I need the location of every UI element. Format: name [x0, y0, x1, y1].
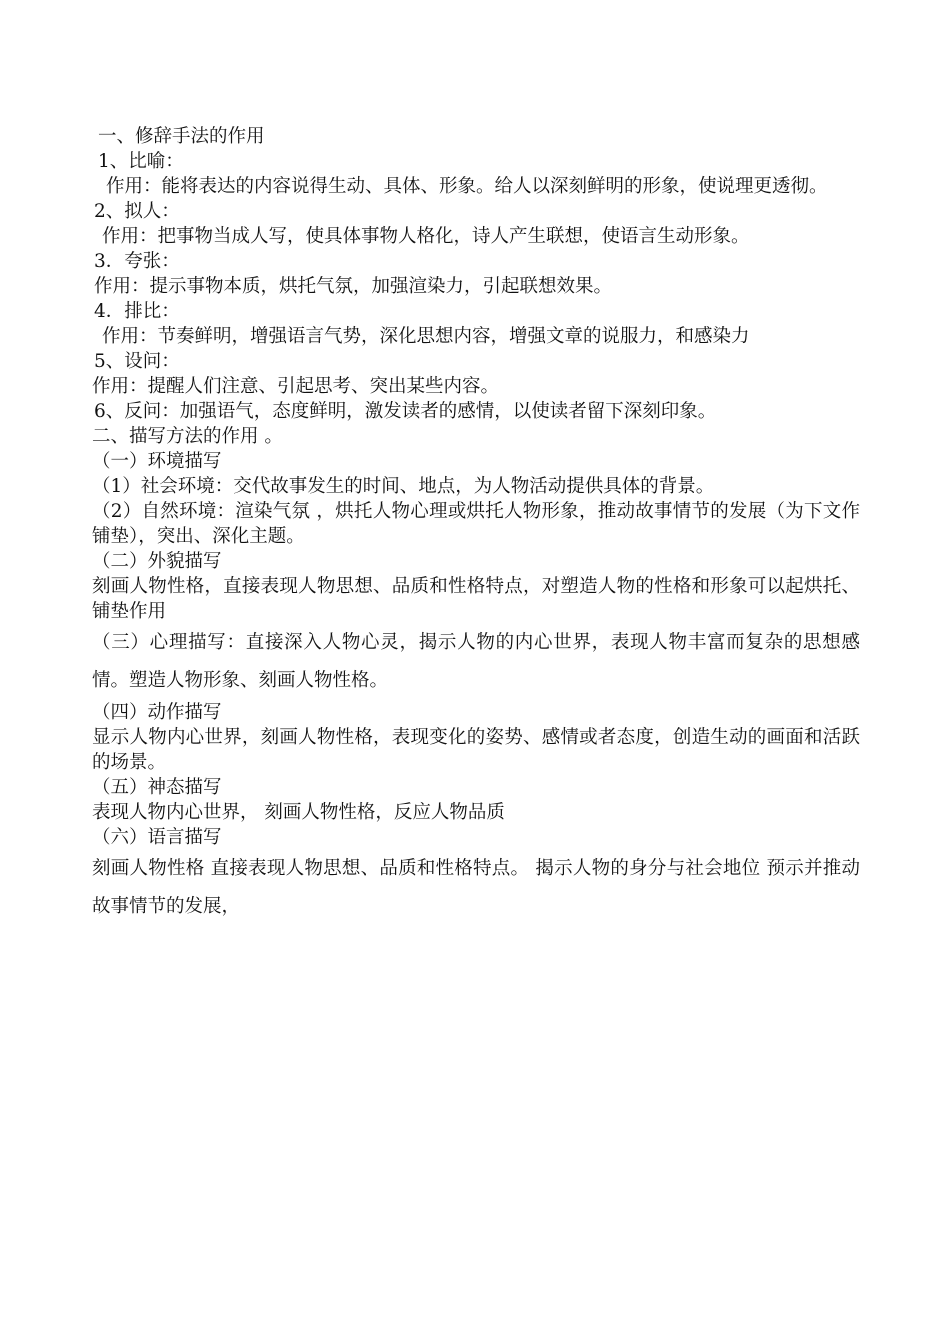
section-text-natural-environment: （2）自然环境：渲染气氛 ，烘托人物心理或烘托人物形象，推动故事情节的发展（为下文作铺垫），突出、深化主题。 [92, 501, 860, 547]
item-title-exaggeration: 3．夸张： [94, 251, 180, 272]
item-title-personification: 2、拟人： [94, 201, 180, 222]
section-text-expression: 表现人物内心世界， 刻画人物性格，反应人物品质 [92, 802, 505, 823]
item-title-parallelism: 4．排比： [94, 301, 180, 322]
section-title-action: （四）动作描写 [92, 702, 222, 723]
item-title-metaphor: 1、比喻： [98, 151, 184, 172]
item-text-exaggeration: 作用：提示事物本质，烘托气氛，加强渲染力，引起联想效果。 [94, 276, 613, 297]
item-text-counter-question: 6、反问：加强语气，态度鲜明，激发读者的感情，以使读者留下深刻印象。 [94, 401, 717, 422]
section-text-psychology: （三）心理描写：直接深入人物心灵，揭示人物的内心世界，表现人物丰富而复杂的思想感情。塑造人物形象、刻画人物性格。 [92, 632, 860, 691]
item-text-personification: 作用：把事物当成人写，使具体事物人格化，诗人产生联想，使语言生动形象。 [102, 226, 750, 247]
section-title-dialogue: （六）语言描写 [92, 827, 222, 848]
item-text-rhetorical-question: 作用：提醒人们注意、引起思考、突出某些内容。 [92, 376, 500, 397]
heading-description: 二、描写方法的作用 。 [92, 426, 283, 447]
section-title-expression: （五）神态描写 [92, 777, 222, 798]
section-text-social-environment: （1）社会环境：交代故事发生的时间、地点，为人物活动提供具体的背景。 [92, 476, 715, 497]
heading-rhetoric: 一、修辞手法的作用 [98, 126, 265, 147]
section-text-dialogue: 刻画人物性格 直接表现人物思想、品质和性格特点。 揭示人物的身分与社会地位 预示并推动故事情节的发展， [92, 858, 860, 917]
section-text-action: 显示人物内心世界，刻画人物性格，表现变化的姿势、感情或者态度，创造生动的画面和活跃的场景。 [92, 727, 860, 773]
section-title-appearance: （二）外貌描写 [92, 551, 222, 572]
document-body [92, 124, 860, 926]
item-title-rhetorical-question: 5、设问： [94, 351, 180, 372]
item-text-parallelism: 作用：节奏鲜明，增强语言气势，深化思想内容，增强文章的说服力，和感染力 [102, 326, 750, 347]
item-text-metaphor: 作用：能将表达的内容说得生动、具体、形象。给人以深刻鲜明的形象，使说理更透彻。 [106, 176, 828, 197]
section-title-environment: （一）环境描写 [92, 451, 222, 472]
section-text-appearance: 刻画人物性格，直接表现人物思想、品质和性格特点，对塑造人物的性格和形象可以起烘托、铺垫作用 [92, 576, 860, 622]
